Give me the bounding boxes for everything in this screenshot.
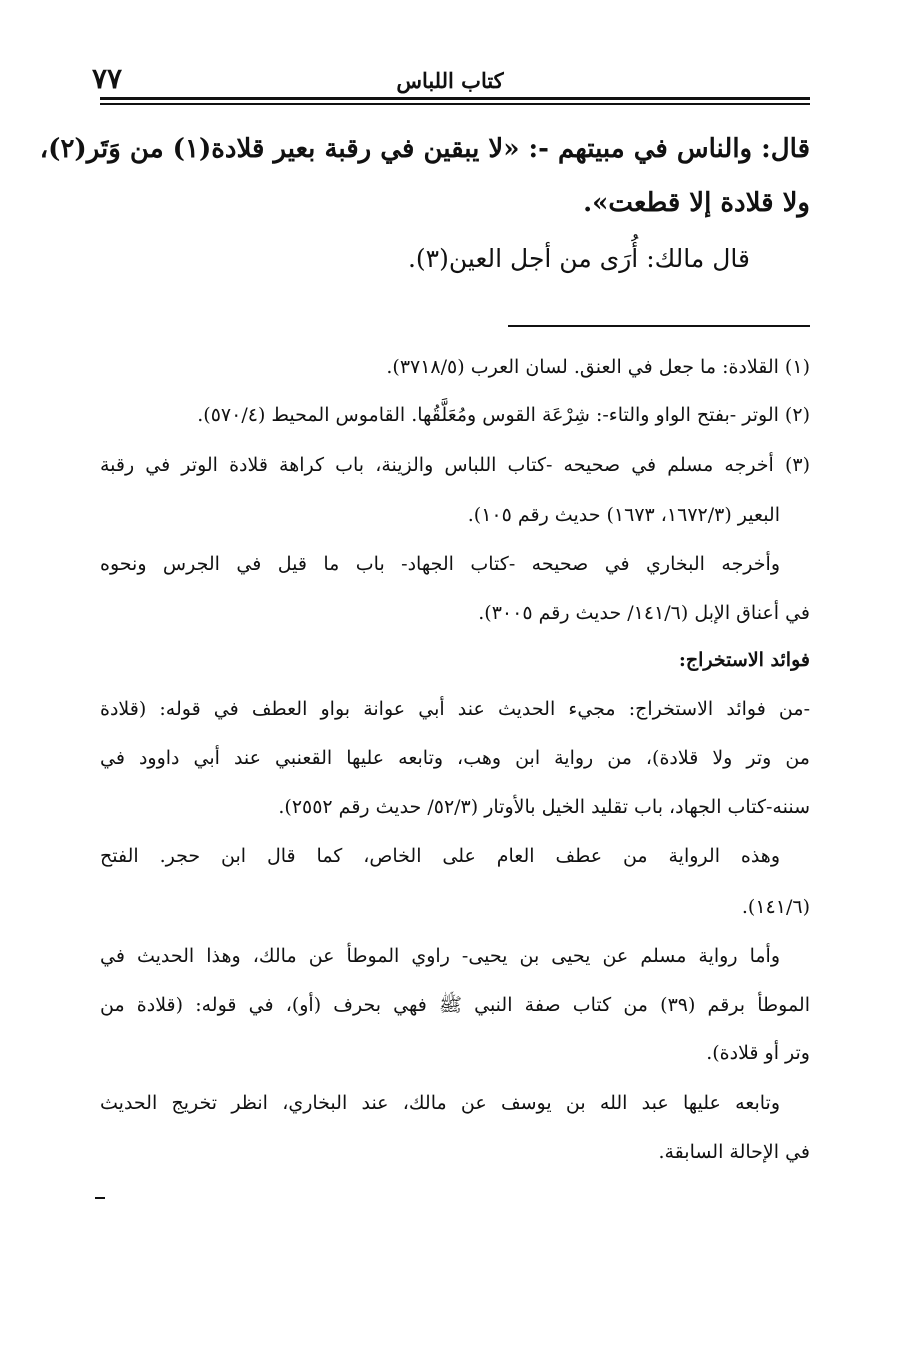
abdullah-line-1: وتابعه عليها عبد الله بن يوسف عن مالك، عند البخاري، انظر تخريج الحديث — [100, 1092, 780, 1114]
muslim-line-2: الموطأ برقم (٣٩) من كتاب صفة النبي ﷺ فهي بحرف (أو)، في قوله: (قلادة من — [100, 994, 810, 1016]
footnote-3-line-2: البعير (١٦٧٢/٣، ١٦٧٣) حديث رقم ١٠٥). — [467, 504, 780, 526]
benefit-1-line-1: -من فوائد الاستخراج: مجيء الحديث عند أبي عوانة بواو العطف في قوله: (قلادة — [100, 698, 810, 720]
bukhari-line-1: وأخرجه البخاري في صحيحه -كتاب الجهاد- باب ما قيل في الجرس ونحوه — [100, 553, 780, 575]
benefit-1-line-3: سننه-كتاب الجهاد، باب تقليد الخيل بالأوتار (٥٢/٣/ حديث رقم ٢٥٥٢). — [278, 796, 810, 818]
footnote-3-line-1: (٣) أخرجه مسلم في صحيحه -كتاب اللباس والزينة، باب كراهة قلادة الوتر في رقبة — [100, 454, 810, 476]
muslim-line-1: وأما رواية مسلم عن يحيى بن يحيى- راوي الموطأ عن مالك، وهذا الحديث في — [100, 945, 780, 967]
header-rule-thin — [100, 103, 810, 105]
benefit-2-line-1: وهذه الرواية من عطف العام على الخاص، كما قال ابن حجر. الفتح — [100, 845, 780, 867]
page-number: ٧٧ — [92, 62, 123, 95]
header-rule-thick — [100, 97, 810, 100]
main-text-line-2: ولا قلادة إلا قطعت». — [583, 188, 810, 218]
footnote-separator — [508, 325, 810, 327]
abdullah-line-2: في الإحالة السابقة. — [658, 1141, 810, 1163]
footnote-1: (١) القلادة: ما جعل في العنق. لسان العرب (٣٧١٨/٥). — [386, 356, 810, 378]
benefit-2-line-2: (١٤١/٦). — [741, 896, 810, 918]
benefits-heading: فوائد الاستخراج: — [678, 649, 810, 671]
main-text-line-1: قال: والناس في مبيتهم -: «لا يبقين في رقبة بعير قلادة(١) من وَتَر(٢)، — [39, 134, 810, 164]
running-title: كتاب اللباس — [396, 68, 504, 93]
bukhari-line-2: في أعناق الإبل (١٤١/٦/ حديث رقم ٣٠٠٥). — [478, 602, 810, 624]
muslim-line-3: وتر أو قلادة). — [706, 1042, 810, 1064]
end-mark — [95, 1197, 105, 1199]
footnote-2: (٢) الوتر -بفتح الواو والتاء-: شِرْعَة القوس ومُعَلَّقُها. القاموس المحيط (٥٧٠/٤). — [197, 404, 810, 426]
benefit-1-line-2: من وتر ولا قلادة)، من رواية ابن وهب، وتابعه عليها القعنبي عند أبي داوود في — [100, 747, 810, 769]
main-text-line-3: قال مالك: أُرَى من أجل العين(٣). — [407, 244, 750, 273]
